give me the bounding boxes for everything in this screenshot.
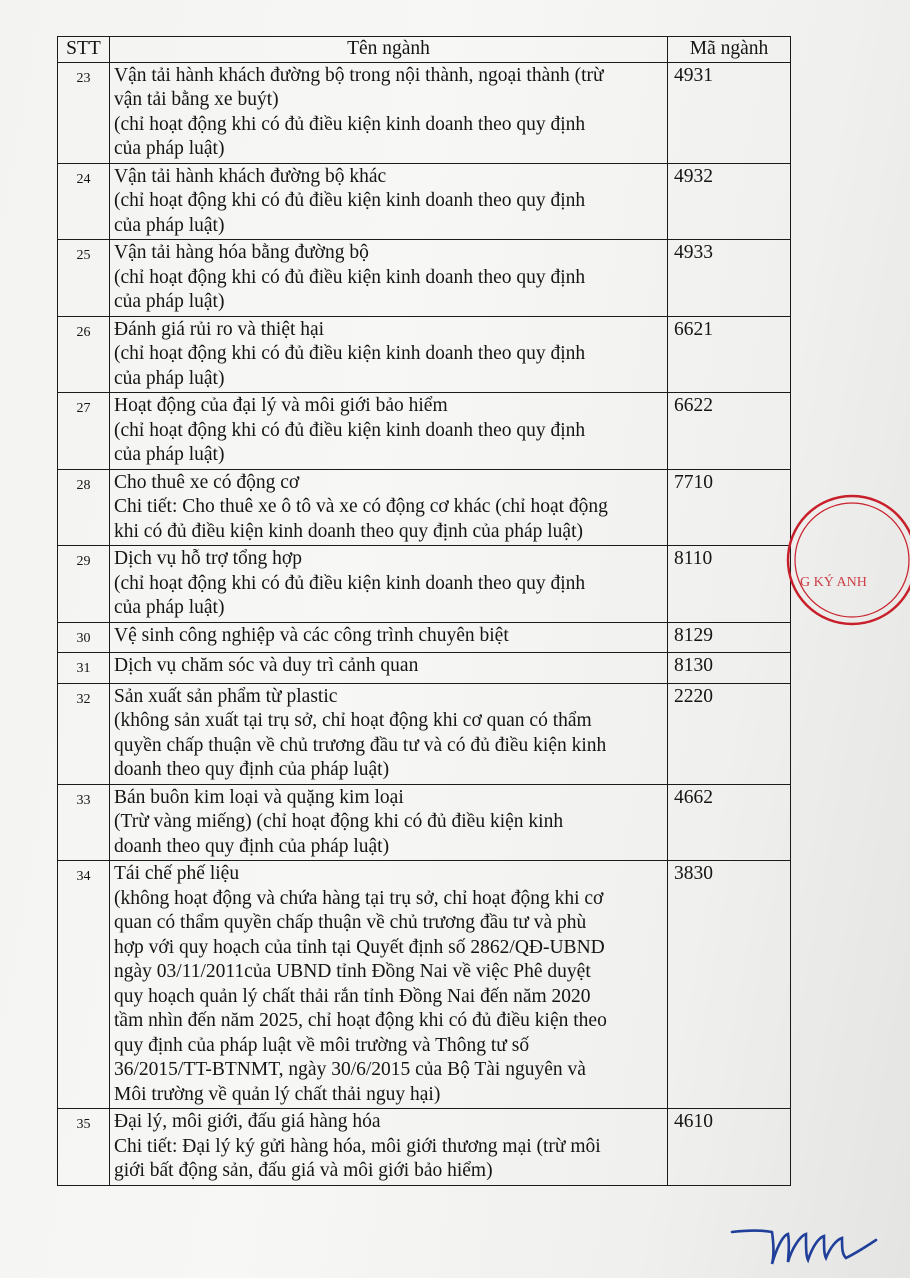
- name-line: quyền chấp thuận về chủ trương đầu tư và có đủ điều kiện kinh: [114, 734, 607, 756]
- business-line-name: [110, 784, 668, 861]
- business-line-name: [110, 163, 668, 240]
- stamp-text: G KÝ ANH: [800, 575, 867, 590]
- name-line: ngày 03/11/2011của UBND tỉnh Đồng Nai về việc Phê duyệt: [114, 961, 591, 982]
- header-name: Tên ngành: [110, 37, 668, 63]
- business-line-name: [110, 469, 668, 546]
- row-number: 34: [58, 861, 110, 1109]
- table-header-row: [58, 37, 791, 63]
- table-row: [58, 784, 791, 861]
- row-number: 23: [58, 62, 110, 163]
- signature: [730, 1218, 890, 1268]
- name-line: tầm nhìn đến năm 2025, chỉ hoạt động khi có đủ điều kiện theo: [114, 1010, 607, 1031]
- business-line-code: 3830: [668, 861, 791, 1109]
- row-number: 25: [58, 240, 110, 317]
- row-number: 29: [58, 546, 110, 623]
- name-line: Dịch vụ chăm sóc và duy trì cảnh quan: [114, 655, 419, 676]
- name-line: (chỉ hoạt động khi có đủ điều kiện kinh doanh theo quy định: [114, 113, 586, 135]
- name-line: (chỉ hoạt động khi có đủ điều kiện kinh doanh theo quy định: [114, 266, 586, 288]
- business-line-code: 8129: [668, 622, 791, 653]
- name-line: giới bất động sản, đấu giá và môi giới bảo hiểm): [114, 1160, 493, 1181]
- name-line: của pháp luật): [114, 597, 225, 618]
- row-number: 24: [58, 163, 110, 240]
- name-line: (chỉ hoạt động khi có đủ điều kiện kinh doanh theo quy định: [114, 190, 586, 211]
- business-line-code: 6622: [668, 393, 791, 470]
- name-line: quy hoạch quản lý chất thải rắn tỉnh Đồng Nai đến năm 2020: [114, 985, 591, 1007]
- business-line-name: [110, 316, 668, 393]
- name-line: Đại lý, môi giới, đấu giá hàng hóa: [114, 1111, 381, 1132]
- row-number: 33: [58, 784, 110, 861]
- official-stamp: [770, 488, 910, 638]
- row-number: 27: [58, 393, 110, 470]
- business-line-code: 8130: [668, 653, 791, 684]
- name-line: Tái chế phế liệu: [114, 863, 240, 884]
- table-row: [58, 316, 791, 393]
- name-line: (Trừ vàng miếng) (chỉ hoạt động khi có đủ điều kiện kinh: [114, 811, 564, 832]
- table-row: [58, 653, 791, 684]
- table-body: [58, 62, 791, 1185]
- name-line: Vận tải hành khách đường bộ khác: [114, 165, 387, 187]
- business-line-code: 4610: [668, 1109, 791, 1186]
- business-line-code: 6621: [668, 316, 791, 393]
- header-code: Mã ngành: [668, 37, 791, 63]
- name-line: của pháp luật): [114, 444, 225, 465]
- business-line-name: [110, 653, 668, 684]
- name-line: hợp với quy hoạch của tỉnh tại Quyết định số 2862/QĐ-UBND: [114, 936, 605, 958]
- name-line: doanh theo quy định của pháp luật): [114, 759, 390, 780]
- table-row: [58, 683, 791, 784]
- business-lines-table: [57, 36, 791, 1186]
- name-line: Sản xuất sản phẩm từ plastic: [114, 685, 338, 707]
- business-line-code: 4932: [668, 163, 791, 240]
- name-line: khi có đủ điều kiện kinh doanh theo quy định của pháp luật): [114, 520, 583, 542]
- row-number: 30: [58, 622, 110, 653]
- name-line: Vận tải hành khách đường bộ trong nội thành, ngoại thành (trừ: [114, 64, 604, 86]
- name-line: Chi tiết: Đại lý ký gửi hàng hóa, môi giới thương mại (trừ môi: [114, 1135, 601, 1157]
- table-row: [58, 622, 791, 653]
- business-line-code: 2220: [668, 683, 791, 784]
- business-line-code: 7710: [668, 469, 791, 546]
- name-line: Hoạt động của đại lý và môi giới bảo hiểm: [114, 395, 448, 416]
- name-line: của pháp luật): [114, 214, 225, 236]
- name-line: (không sản xuất tại trụ sở, chỉ hoạt động khi cơ quan có thẩm: [114, 710, 592, 731]
- business-line-name: [110, 62, 668, 163]
- table-row: [58, 469, 791, 546]
- business-line-name: [110, 1109, 668, 1186]
- name-line: Dịch vụ hỗ trợ tổng hợp: [114, 548, 302, 569]
- table-row: [58, 546, 791, 623]
- name-line: Cho thuê xe có động cơ: [114, 471, 300, 493]
- table-row: [58, 163, 791, 240]
- name-line: của pháp luật): [114, 291, 225, 312]
- name-line: (chỉ hoạt động khi có đủ điều kiện kinh doanh theo quy định: [114, 572, 586, 594]
- business-line-name: [110, 546, 668, 623]
- row-number: 32: [58, 683, 110, 784]
- name-line: Đánh giá rủi ro và thiệt hại: [114, 318, 325, 340]
- name-line: (chỉ hoạt động khi có đủ điều kiện kinh doanh theo quy định: [114, 419, 586, 441]
- row-number: 26: [58, 316, 110, 393]
- name-line: Vệ sinh công nghiệp và các công trình chuyên biệt: [114, 624, 509, 646]
- table-row: [58, 861, 791, 1109]
- business-line-name: [110, 683, 668, 784]
- name-line: quan có thẩm quyền chấp thuận về chủ trương đầu tư và phù: [114, 912, 587, 933]
- business-line-name: [110, 861, 668, 1109]
- table-row: [58, 1109, 791, 1186]
- business-line-code: 4933: [668, 240, 791, 317]
- name-line: 36/2015/TT-BTNMT, ngày 30/6/2015 của Bộ Tài nguyên và: [114, 1059, 586, 1080]
- business-line-code: 8110: [668, 546, 791, 623]
- business-line-code: 4662: [668, 784, 791, 861]
- business-line-name: [110, 622, 668, 653]
- business-line-code: 4931: [668, 62, 791, 163]
- row-number: 35: [58, 1109, 110, 1186]
- table-row: [58, 240, 791, 317]
- name-line: Chi tiết: Cho thuê xe ô tô và xe có động cơ khác (chỉ hoạt động: [114, 496, 608, 517]
- header-stt: STT: [58, 37, 110, 63]
- business-line-name: [110, 393, 668, 470]
- name-line: (chỉ hoạt động khi có đủ điều kiện kinh doanh theo quy định: [114, 343, 586, 364]
- name-line: của pháp luật): [114, 367, 225, 389]
- business-line-name: [110, 240, 668, 317]
- row-number: 28: [58, 469, 110, 546]
- name-line: quy định của pháp luật về môi trường và Thông tư số: [114, 1034, 530, 1056]
- name-line: Môi trường về quản lý chất thải nguy hại): [114, 1083, 441, 1105]
- name-line: (không hoạt động và chứa hàng tại trụ sở, chỉ hoạt động khi cơ: [114, 887, 604, 909]
- name-line: doanh theo quy định của pháp luật): [114, 835, 390, 857]
- row-number: 31: [58, 653, 110, 684]
- name-line: Bán buôn kim loại và quặng kim loại: [114, 786, 404, 808]
- name-line: của pháp luật): [114, 138, 225, 159]
- name-line: vận tải bằng xe buýt): [114, 89, 279, 110]
- table-row: [58, 393, 791, 470]
- name-line: Vận tải hàng hóa bằng đường bộ: [114, 242, 369, 263]
- table-row: [58, 62, 791, 163]
